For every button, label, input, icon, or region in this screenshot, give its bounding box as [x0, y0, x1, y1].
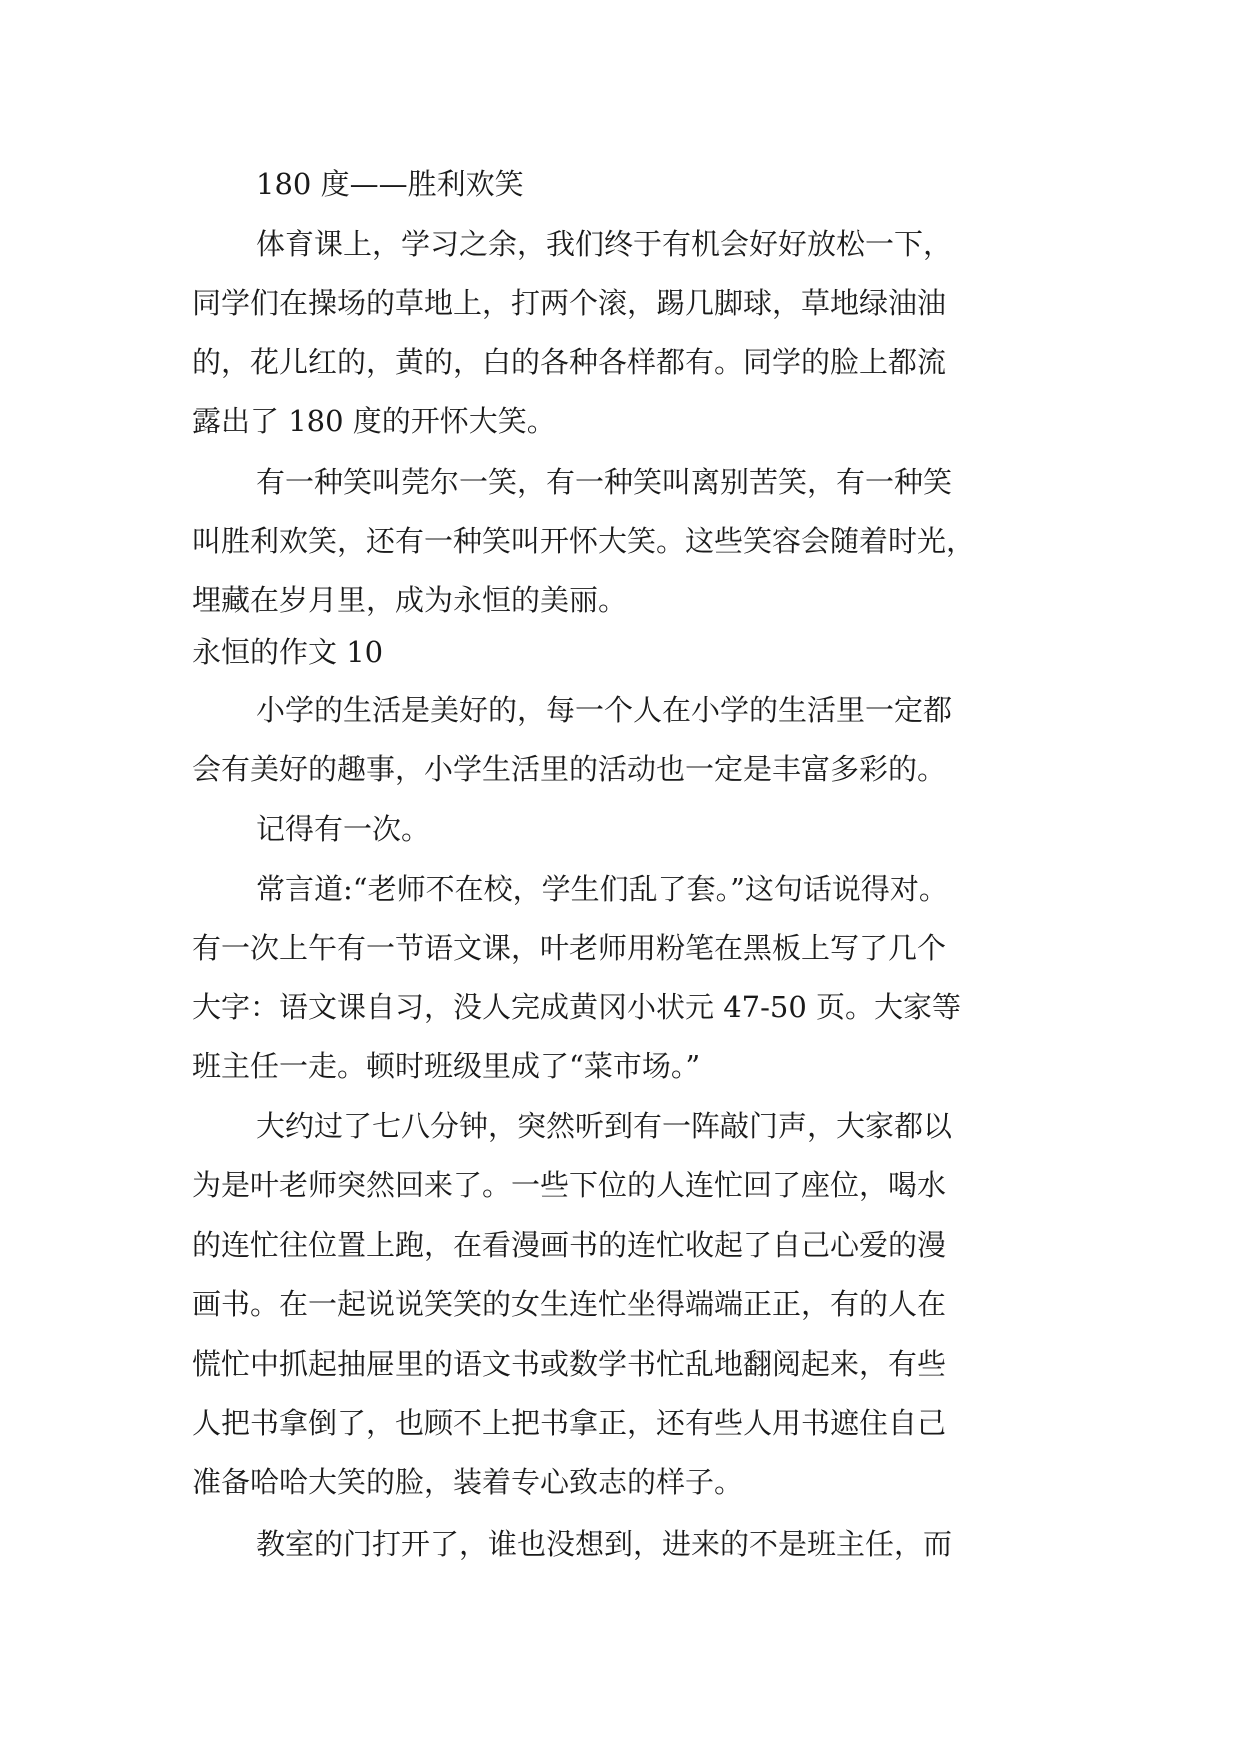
paragraph-line: 叫胜利欢笑，还有一种笑叫开怀大笑。这些笑容会随着时光， — [192, 524, 976, 558]
paragraph-line: 的连忙往位置上跑，在看漫画书的连忙收起了自己心爱的漫 — [192, 1228, 947, 1262]
paragraph-line: 的，花儿红的，黄的，白的各种各样都有。同学的脸上都流 — [192, 345, 947, 379]
paragraph-line: 人把书拿倒了，也顾不上把书拿正，还有些人用书遮住自己 — [192, 1406, 947, 1440]
paragraph-line: 教室的门打开了，谁也没想到，进来的不是班主任，而 — [256, 1527, 953, 1561]
paragraph-line: 露出了 180 度的开怀大笑。 — [192, 404, 556, 438]
paragraph-line: 有一种笑叫莞尔一笑，有一种笑叫离别苦笑，有一种笑 — [256, 465, 953, 499]
essay-title: 永恒的作文 10 — [192, 635, 384, 669]
paragraph-line: 大约过了七八分钟，突然听到有一阵敲门声，大家都以 — [256, 1109, 953, 1143]
paragraph-line: 准备哈哈大笑的脸，装着专心致志的样子。 — [192, 1465, 744, 1499]
section-subtitle: 180 度——胜利欢笑 — [256, 167, 524, 201]
paragraph-line: 会有美好的趣事，小学生活里的活动也一定是丰富多彩的。 — [192, 752, 947, 786]
paragraph-line: 大字：语文课自习，没人完成黄冈小状元 47-50 页。大家等 — [192, 990, 962, 1024]
paragraph-line: 记得有一次。 — [256, 812, 431, 846]
paragraph-line: 为是叶老师突然回来了。一些下位的人连忙回了座位，喝水 — [192, 1168, 947, 1202]
paragraph-line: 班主任一走。顿时班级里成了“菜市场。” — [192, 1049, 701, 1083]
paragraph-line: 小学的生活是美好的，每一个人在小学的生活里一定都 — [256, 693, 953, 727]
paragraph-line: 埋藏在岁月里，成为永恒的美丽。 — [192, 583, 628, 617]
paragraph-line: 同学们在操场的草地上，打两个滚，踢几脚球，草地绿油油 — [192, 286, 947, 320]
paragraph-line: 画书。在一起说说笑笑的女生连忙坐得端端正正，有的人在 — [192, 1287, 947, 1321]
paragraph-line: 有一次上午有一节语文课，叶老师用粉笔在黑板上写了几个 — [192, 931, 947, 965]
paragraph-line: 体育课上，学习之余，我们终于有机会好好放松一下， — [256, 227, 953, 261]
paragraph-line: 常言道:“老师不在校，学生们乱了套。”这句话说得对。 — [256, 872, 948, 906]
paragraph-line: 慌忙中抓起抽屉里的语文书或数学书忙乱地翻阅起来，有些 — [192, 1347, 947, 1381]
